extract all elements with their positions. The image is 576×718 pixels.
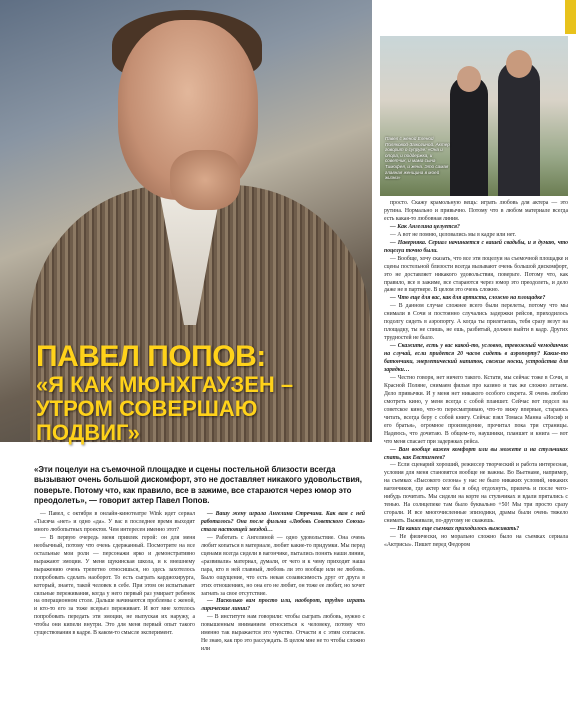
woman-figure <box>450 76 488 196</box>
interview-answer: — В данном случае сложнее всего были перелеты, потому что мы снимали в Сочи и постоянно случались задержки рейсов, приходилось подолгу сидеть в аэропорту. А когда ты прилетаешь, тебя сразу везут на площадку, ты не спишь, не ешь, разбитый, должен выйти в кадр. Других трудностей не было. <box>384 303 568 342</box>
woman-head <box>457 66 481 92</box>
lead-paragraph: «Эти поцелуи на съемочной площадке и сцены постельной близости всегда вызывают очень большой дискомфорт, это не доставляет никакого удовольствия, поверьте. Потому что, как правило, все в зажиме, все стараются через юмор это преодолеть», — говорит актер Павел Попов. <box>34 465 362 506</box>
article-headline <box>36 340 366 445</box>
page-corner-tab <box>565 0 576 34</box>
interview-answer: — Вообще, хочу сказать, что все эти поцелуи на съемочной площадке и сцены постельной близости всегда вызывают очень большой дискомфорт, это не доставляет никакого удовольствия, поверьте. Потому что, как правило, все в зажиме, все стараются через юмор это преодолеть, и дело даже не в партнере. В целом это очень сложно. <box>384 255 568 294</box>
interview-question: — Наверняка. Сериал начинается с вашей свадьбы, и я думаю, что поцелуи точно были. <box>384 239 568 254</box>
interview-question: — На каких еще съемках приходилось выживать? <box>390 526 520 533</box>
headline-quote-line2: УТРОМ СОВЕРШАЮ ПОДВИГ» <box>36 396 258 445</box>
interview-answer: — А вот не помню, целовались мы в кадре или нет. <box>390 231 516 238</box>
interview-answer: — Не физически, но морально сложно было на съемках сериала «Актрисы». Пишет перед Федором <box>384 534 568 548</box>
headline-quote-line1: «Я КАК МЮНХГАУЗЕН – <box>36 372 294 397</box>
man-head <box>506 50 532 78</box>
article-column-3 <box>384 200 568 717</box>
article-column-2 <box>201 511 365 717</box>
hand-shape <box>170 150 240 210</box>
interview-answer: — Если сценарий хороший, режиссер творческий и работа интересная, условия для меня становятся вообще не важны. Во Вьетнаме, например, на съемках «Высокого сезона» у нас не было никаких условий, никаких вагончиков, где актер мог бы в обед отдохнуть, прилечь и после чего-нибудь почитать. Мы сидели на корте на стульчиках и вдали прятались с тенью. На солнцепеке там было буквально +50! Мы три просто сразу сгорали. И все многочисленные эпизодики, драмы были очень тяжело снимать. Выживали, по-другому не скажешь. <box>384 462 568 525</box>
interview-answer: просто. Скажу крамольную вещь: играть любовь для актера — это рутина. Нормально и привычно. Потому что в любом материале всегда есть какая-то любовная линия. <box>384 200 568 222</box>
interview-question: — Насколько вам просто или, наоборот, трудно играть лирические линии? <box>201 598 365 613</box>
interview-question: — Вам вообще важен комфорт или вы можете и на стульчиках спать, как Евстигнеев? <box>384 446 568 461</box>
man-figure <box>498 61 540 196</box>
interview-answer: — В институте нам говорили: чтобы сыграть любовь, нужно с повышенным вниманием относиться к человеку, потому что именно так выражается это чувство. Отчасти я с этим согласен. Не знаю, как про это рассуждать. В целом мне не то чтобы сложно или <box>201 614 365 653</box>
headline-name: ПАВЕЛ ПОПОВ: <box>36 340 266 373</box>
interview-answer: — Работать с Ангелиной — одно удовольствие. Она очень любит копаться в материале, любит какие-то придумки. Мы перед сценами всегда сидели в вагончике, пытались понять наши линии, «развивали» материал, думали, от чего и к чему приходит наша пара, кто в ней главный, любовь ли это вообще или не любовь. Было ощущение, что есть некая созависимость друг от друга в этих отношениях, но она его не любит, он тоже ее любит, но хочет загнать за свое отсутствие. <box>201 534 365 597</box>
interview-question: — Как Ангелина целуется? <box>390 223 460 230</box>
photo-caption: Павел с женой Еленой Поляковой-Зажогиной. Актер говорит о супруге: «Она и опора, и поддержка, и советчик, и мама сына Тимофея, и жена. Это самая главная женщина в моей жизни» <box>385 136 450 181</box>
interview-answer: — В первую очередь меня привлек герой: он для меня необычный, потому что очень сдержанный. Посмотрите на все остальные мои роли — персонажи ярко и демонстративно выражают эмоции. У меня щукинская школа, и к внешнему выражению очень трепетно относишься, но здесь захотелось попробовать сделать наоборот. То есть сыграть кардиохирурга, который, знаете, такой человек в себе. При этом он испытывает сильные переживания, когда у него первый раз умирает ребенок на операционном столе. Дальше начинаются проблемы с женой, и кто-то его за тоже всерьез переживает. И вот мне хотелось попробовать передать эти эмоции, не выпуская их наружу, а чтобы они кипели внутри. Это для меня первый опыт такого существования в кадре. В каком-то смысле эксперимент. <box>34 534 195 637</box>
interview-question: — Вашу жену играла Ангелина Стречина. Как вам с ней работалось? Она после фильма «Любовь Советского Союза» стала настоящей звездой… <box>201 511 365 533</box>
interview-question: — Скажите, есть у вас какой-то, условно, тревожный чемоданчик на случай, если придется 20 часов сидеть в аэропорту? Какие-то батончики, энергетический напиток, свежие носки, устройства для зарядки… <box>384 343 568 374</box>
interview-question: — Что еще для вас, как для артиста, сложно на площадке? <box>390 295 546 302</box>
article-column-1 <box>34 511 195 717</box>
interview-answer: — Павел, с октября в онлайн-кинотеатре Wink идет сериал «Тысяча «нет» и одно «да». У вас в последнее время выходит много любопытных проектов. Чем интересен именно этот? <box>34 511 195 533</box>
interview-answer: — Честно говоря, нет ничего такого. Кстати, мы сейчас тоже в Сочи, в Красной Поляне, снимаем фильм про казино и так же сложно летаем. Дело привычки. И у меня нет никакого особого секрета. Я очень люблю смотреть кино, у меня всегда с собой планшет. Сейчас вот подсел на советское кино, что-то пересматриваю, что-то вижу впервые, стараюсь читать, всегда беру с собой книгу. Сейчас взял Томаса Манна «Иосиф и его братья», огромное произведение, прочитал пока три страницы. Надеюсь, что дочитаю. В общем-то, наушники, планшет и книга — вот что меня спасает при задержках рейса. <box>384 374 568 445</box>
